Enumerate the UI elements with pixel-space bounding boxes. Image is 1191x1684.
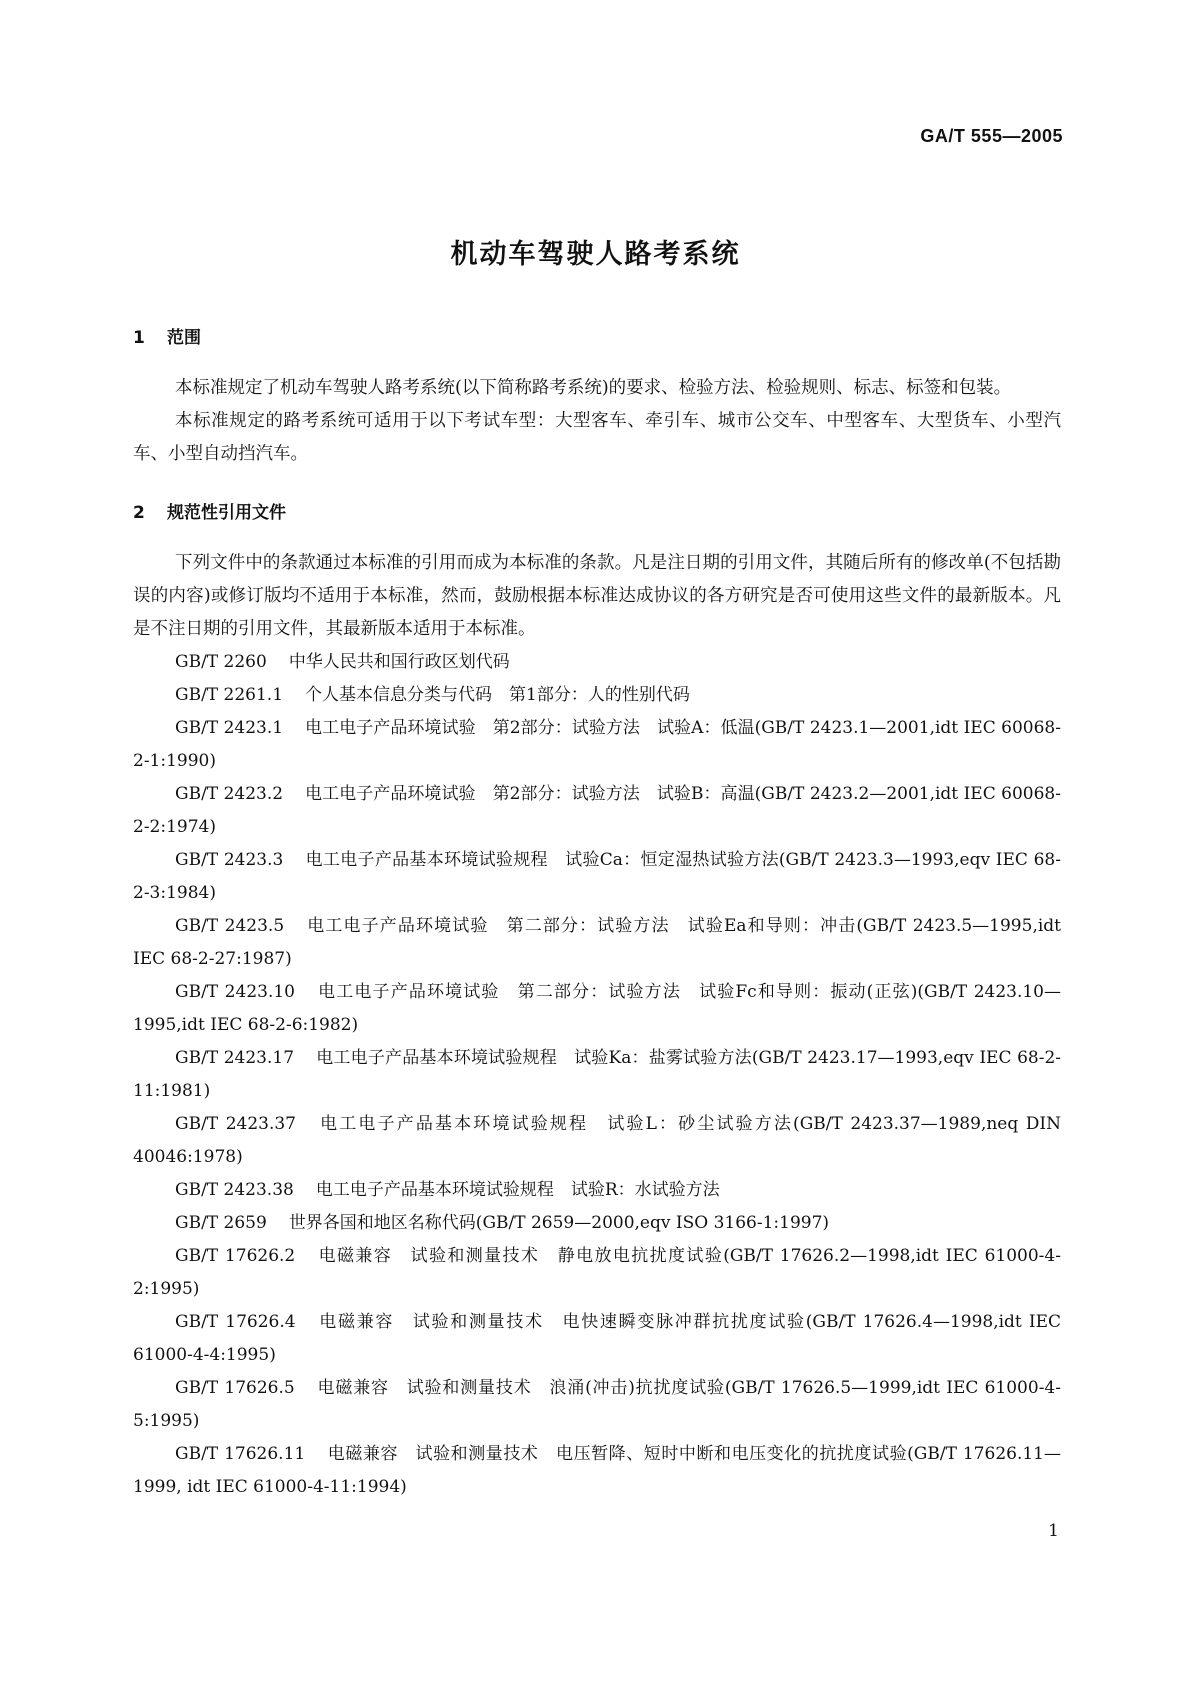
reference-code: GB/T 17626.4 [175, 1312, 296, 1332]
reference-title: 电工电子产品基本环境试验规程 试验Ca：恒定湿热试验方法(GB/T 2423.3—1993,eqv IEC 68-2-3:1984) [133, 850, 1061, 903]
reference-item [133, 1108, 1061, 1174]
reference-title: 世界各国和地区名称代码(GB/T 2659—2000,eqv ISO 3166-1:1997) [288, 1213, 830, 1233]
reference-item [133, 910, 1061, 976]
reference-code: GB/T 2261.1 [175, 685, 284, 705]
reference-item [133, 1438, 1061, 1504]
section-title: 规范性引用文件 [167, 503, 286, 523]
reference-title: 电磁兼容 试验和测量技术 电压暂降、短时中断和电压变化的抗扰度试验(GB/T 17626.11—1999, idt IEC 61000-4-11:1994) [133, 1444, 1061, 1497]
reference-title: 电工电子产品环境试验 第2部分：试验方法 试验B：高温(GB/T 2423.2—2001,idt IEC 60068-2-2:1974) [133, 784, 1061, 837]
section-1-heading [133, 326, 1061, 350]
scope-paragraph: 本标准规定的路考系统可适用于以下考试车型：大型客车、牵引车、城市公交车、中型客车、大型货车、小型汽车、小型自动挡汽车。 [133, 411, 1061, 464]
reference-item [133, 679, 1061, 712]
reference-code: GB/T 2423.5 [175, 916, 285, 936]
reference-item [133, 1372, 1061, 1438]
reference-code: GB/T 2423.2 [175, 784, 284, 804]
reference-title: 电工电子产品基本环境试验规程 试验Ka：盐雾试验方法(GB/T 2423.17—1993,eqv IEC 68-2-11:1981) [133, 1048, 1062, 1101]
reference-item [133, 1207, 1061, 1240]
reference-title: 个人基本信息分类与代码 第1部分：人的性别代码 [305, 685, 690, 705]
reference-code: GB/T 2423.3 [175, 850, 284, 870]
reference-title: 电工电子产品基本环境试验规程 试验L：砂尘试验方法(GB/T 2423.37—1989,neq DIN 40046:1978) [133, 1114, 1062, 1167]
reference-item [133, 844, 1061, 910]
reference-code: GB/T 2423.17 [175, 1048, 295, 1068]
section-title: 范围 [167, 328, 201, 348]
reference-title: 电磁兼容 试验和测量技术 浪涌(冲击)抗扰度试验(GB/T 17626.5—1999,idt IEC 61000-4-5:1995) [133, 1378, 1061, 1431]
reference-code: GB/T 2423.37 [175, 1114, 296, 1134]
reference-title: 电工电子产品环境试验 第二部分：试验方法 试验Fc和导则：振动(正弦)(GB/T 2423.10—1995,idt IEC 68-2-6:1982) [133, 982, 1061, 1035]
reference-title: 电工电子产品基本环境试验规程 试验R：水试验方法 [315, 1180, 720, 1200]
reference-item [133, 1174, 1061, 1207]
reference-item [133, 1306, 1061, 1372]
reference-title: 电磁兼容 试验和测量技术 电快速瞬变脉冲群抗扰度试验(GB/T 17626.4—1998,idt IEC 61000-4-4:1995) [133, 1312, 1062, 1365]
standard-code: GA/T 555—2005 [920, 126, 1063, 146]
page-number: 1 [1048, 1521, 1059, 1541]
reference-item [133, 646, 1061, 679]
reference-item [133, 1042, 1061, 1108]
reference-code: GB/T 2260 [175, 652, 267, 672]
section-number: 1 [133, 328, 145, 348]
reference-code: GB/T 2423.38 [175, 1180, 294, 1200]
reference-title: 中华人民共和国行政区划代码 [288, 652, 510, 672]
reference-code: GB/T 17626.2 [175, 1246, 296, 1266]
section-2-heading [133, 501, 1061, 525]
scope-paragraph: 本标准规定了机动车驾驶人路考系统(以下简称路考系统)的要求、检验方法、检验规则、标志、标签和包装。 [175, 378, 1012, 398]
section-number: 2 [133, 503, 145, 523]
reference-title: 电工电子产品环境试验 第2部分：试验方法 试验A：低温(GB/T 2423.1—2001,idt IEC 60068-2-1:1990) [133, 718, 1061, 771]
reference-list [133, 646, 1061, 1504]
reference-code: GB/T 2423.1 [175, 718, 284, 738]
references-intro: 下列文件中的条款通过本标准的引用而成为本标准的条款。凡是注日期的引用文件，其随后所有的修改单(不包括勘误的内容)或修订版均不适用于本标准，然而，鼓励根据本标准达成协议的各方研究是否可使用这些文件的最新版本。凡是不注日期的引用文件，其最新版本适用于本标准。 [133, 553, 1061, 639]
reference-code: GB/T 2659 [175, 1213, 267, 1233]
reference-item [133, 778, 1061, 844]
reference-code: GB/T 17626.11 [175, 1444, 306, 1464]
reference-code: GB/T 17626.5 [175, 1378, 295, 1398]
reference-code: GB/T 2423.10 [175, 982, 295, 1002]
reference-title: 电工电子产品环境试验 第二部分：试验方法 试验Ea和导则：冲击(GB/T 2423.5—1995,idt IEC 68-2-27:1987) [133, 916, 1061, 969]
reference-item [133, 976, 1061, 1042]
reference-item [133, 712, 1061, 778]
document-title: 机动车驾驶人路考系统 [450, 239, 741, 270]
reference-title: 电磁兼容 试验和测量技术 静电放电抗扰度试验(GB/T 17626.2—1998,idt IEC 61000-4-2:1995) [133, 1246, 1061, 1299]
document-body [133, 326, 1061, 1504]
reference-item [133, 1240, 1061, 1306]
